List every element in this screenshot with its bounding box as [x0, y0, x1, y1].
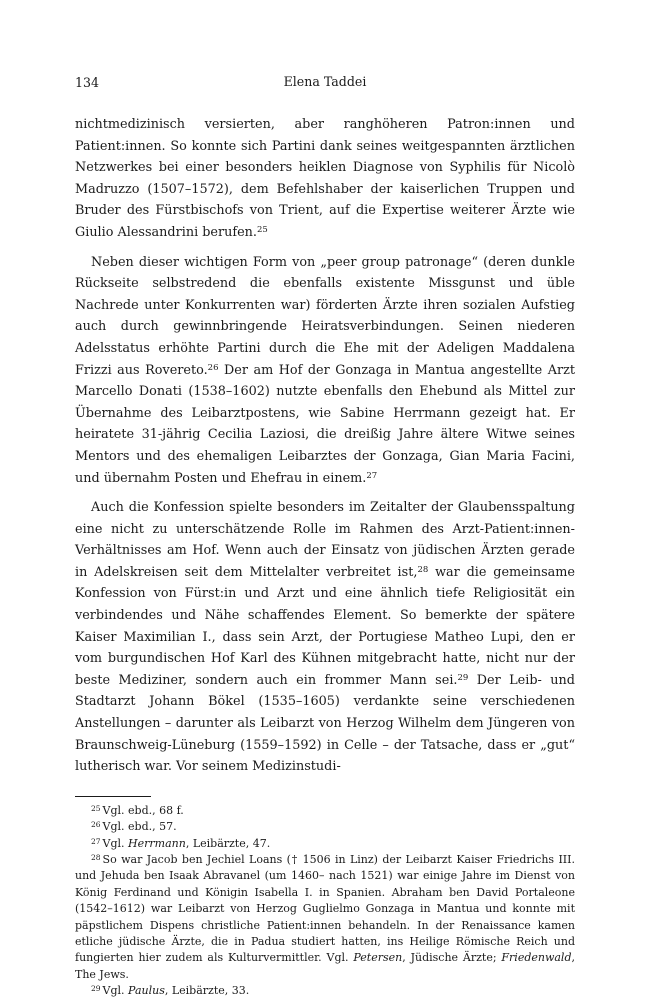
text-run: nichtmedizinisch versierten, aber ranghöheren Patron:innen und Patient:innen. So konnte sich Partini dank seines weitgespannten ärztlichen Netzwerkes bei einer besonders heiklen Diagnose von Syphilis für Nicolò Madruzzo (1507–1572), dem Befehlshaber der kaiserlichen Truppen und Bruder des Fürstbischofs von Trient, auf die Expertise weiterer Ärzte wie Giulio Alessandrini berufen. — [75, 117, 575, 240]
text-run: Vgl. ebd., 57. — [102, 820, 177, 834]
footnote — [75, 836, 575, 852]
text-run: Vgl. — [102, 836, 129, 850]
page-number: 134 — [75, 75, 100, 90]
author-name: Herrmann — [128, 836, 186, 850]
text-run: Vgl. ebd., 68 f. — [102, 803, 184, 817]
paragraph — [75, 497, 575, 778]
text-run: So war Jacob ben Jechiel Loans († 1506 in Linz) der Leibarzt Kaiser Friedrichs III. und Jehuda ben Isaak Abravanel (um 1460– nach 1521) war einige Jahre im Dienst von König Ferdinand und Königin Isabella I. in Spanien. Abraham ben David Portaleone (1542–1612) war Leibarzt von Herzog Guglielmo Gonzaga in Mantua und konnte mit päpstlichem Dispens christliche Patient:innen behandeln. In der Renaissance kamen etliche jüdische Ärzte, die in Padua studiert hatten, ins Heilige Römische Reich und fungierten hier zudem als Kulturvermittler. Vgl. — [75, 853, 575, 965]
footnote-number: 28 — [91, 853, 101, 863]
text-run: Der Leib- und Stadtarzt Johann Bökel (1535–1605) verdankte seine verschiedenen Anstellungen – darunter als Leibarzt von Herzog Wilhelm dem Jüngeren von Braunschweig-Lüneburg (1559–1592) in Celle – der Tatsache, dass er „gut“ lutherisch war. Vor seinem Medizinstudi- — [75, 672, 575, 775]
text-run: Auch die Konfession spielte besonders im Zeitalter der Glaubensspaltung eine nicht zu unterschätzende Rolle im Rahmen des Arzt-Patient:innen-Verhältnisses am Hof. Wenn auch der Einsatz von jüdischen Ärzten gerade in Adelskreisen seit dem Mittelalter verbreitet ist, — [75, 500, 575, 580]
book-page — [75, 70, 575, 1000]
text-run: , Jüdische Ärzte; — [402, 951, 502, 965]
footnote-ref: 29 — [457, 672, 469, 683]
footnote-ref: 26 — [207, 362, 219, 373]
text-run: Vgl. — [102, 984, 129, 998]
text-run: Der am Hof der Gonzaga in Mantua angestellte Arzt Marcello Donati (1538–1602) nutzte ebenfalls den Ehebund als Mittel zur Übernahme des Leibarztpostens, wie Sabine Herrmann gezeigt hat. Er heiratete 31-jährig Cecilia Laziosi, die dreißig Jahre ältere Witwe seines Mentors und des ehemaligen Leibarztes der Gonzaga, Gian Maria Facini, und übernahm Posten und Ehefrau in einem. — [75, 362, 576, 486]
footnote — [75, 803, 575, 819]
footnotes — [75, 803, 575, 1000]
paragraph — [75, 252, 575, 490]
text-run: , The Jews. — [75, 951, 575, 981]
text-run: , Leibärzte, 47. — [185, 836, 271, 850]
footnote-number: 25 — [91, 803, 101, 813]
body-text — [75, 114, 575, 778]
author-name: Paulus — [128, 984, 165, 998]
running-head-author: Elena Taddei — [283, 74, 367, 89]
footnote — [75, 852, 575, 983]
footnote — [75, 819, 575, 835]
footnote-number: 26 — [91, 820, 101, 830]
text-run: , Leibärzte, 33. — [164, 984, 250, 998]
text-run: war die gemeinsame Konfession von Fürst:in und Arzt und eine ähnlich tiefe Religiosität ein verbindendes und Nähe schaffendes Element. So bemerkte der spätere Kaiser Maximilian I., dass sein Arzt, der Portugiese Matheo Lupi, den er vom burgundischen Hof Karl des Kühnen mitgebracht hatte, nicht nur der beste Mediziner, sondern auch ein frommer Mann sei. — [75, 564, 575, 688]
text-run: Neben dieser wichtigen Form von „peer group patronage“ (deren dunkle Rückseite selbstredend die ebenfalls existente Missgunst und üble Nachrede unter Konkurrenten war) förderten Ärzte ihren sozialen Aufstieg auch durch gewinnbringende Heiratsverbindungen. Seinen niederen Adelsstatus erhöhte Partini durch die Ehe mit der Adeligen Maddalena Frizzi aus Rovereto. — [75, 254, 575, 378]
footnote-number: 27 — [91, 836, 101, 846]
footnote-ref: 27 — [366, 470, 378, 481]
footnote-ref: 28 — [417, 564, 429, 575]
running-header — [75, 70, 575, 90]
footnote — [75, 983, 575, 999]
footnote-separator — [75, 796, 151, 797]
author-name: Petersen — [353, 951, 403, 965]
paragraph — [75, 114, 575, 244]
footnote-number: 29 — [91, 984, 101, 994]
footnote-ref: 25 — [256, 224, 268, 235]
author-name: Friedenwald — [501, 951, 572, 965]
